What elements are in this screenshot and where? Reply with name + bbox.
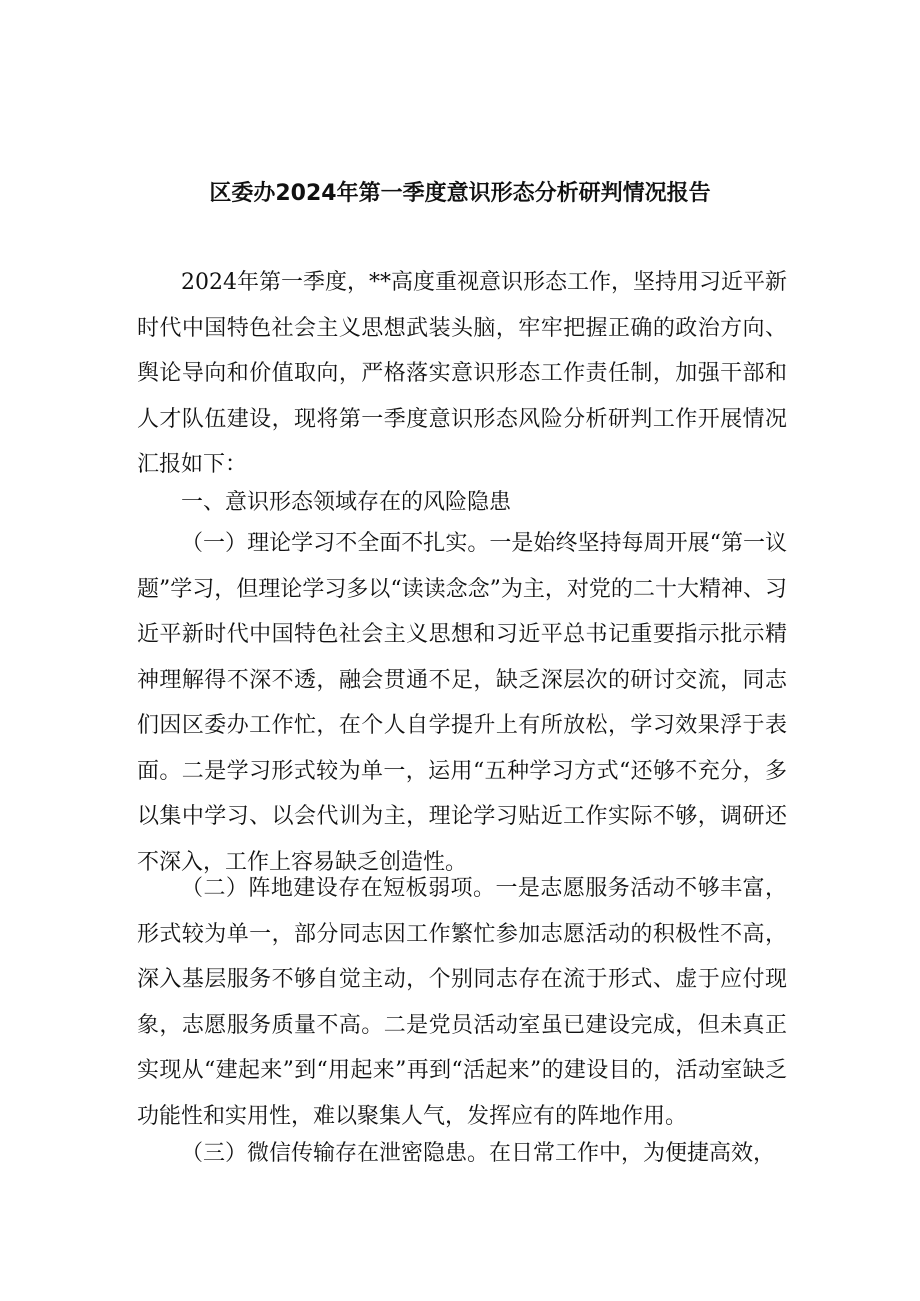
paragraph-wechat-risk: （三）微信传输存在泄密隐患。在日常工作中，为便捷高效，	[181, 1141, 776, 1166]
section-heading: 一、意识形态领域存在的风险隐患	[181, 490, 512, 515]
intro-paragraph: 2024年第一季度，**高度重视意识形态工作，坚持用习近平新时代中国特色社会主义思想武装头脑，牢牢把握正确的政治方向、舆论导向和价值取向，严格落实意识形态工作责任制，加强干部和人才队伍建设，现将第一季度意识形态风险分析研判工作开展情况汇报如下：	[137, 270, 787, 477]
paragraph-position-building: （二）阵地建设存在短板弱项。一是志愿服务活动不够丰富，形式较为单一，部分同志因工作繁忙参加志愿活动的积极性不高，深入基层服务不够自觉主动，个别同志存在流于形式、虚于应付现象，志愿服务质量不高。二是党员活动室虽已建设完成，但未真正实现从“建起来”到“用起来”再到“活起来”的建设目的，活动室缺乏功能性和实用性，难以聚集人气，发挥应有的阵地作用。	[137, 876, 787, 1129]
paragraph-theory-study: （一）理论学习不全面不扎实。一是始终坚持每周开展“第一议题”学习，但理论学习多以“读读念念”为主，对党的二十大精神、习近平新时代中国特色社会主义思想和习近平总书记重要指示批示精神理解得不深不透，融会贯通不足，缺乏深层次的研讨交流，同志们因区委办工作忙，在个人自学提升上有所放松，学习效果浮于表面。二是学习形式较为单一，运用“五种学习方式“还够不充分，多以集中学习、以会代训为主，理论学习贴近工作实际不够，调研还不深入，工作上容易缺乏创造性。	[137, 531, 787, 875]
document-title: 区委办2024年第一季度意识形态分析研判情况报告	[209, 181, 711, 206]
